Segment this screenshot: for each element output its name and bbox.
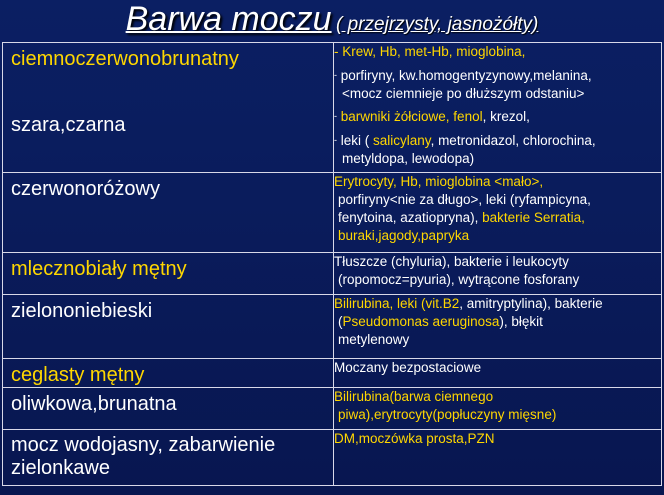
- table-row: [3, 43, 662, 173]
- color-name: ciemnoczerwonobrunatny: [11, 48, 239, 70]
- cause-text: fenytoina, azatiopryna),: [338, 210, 483, 225]
- cause-text: bakterie Serratia,: [482, 210, 585, 225]
- cause-text: salicylany: [373, 133, 431, 148]
- bullet-dash: -: [334, 135, 337, 145]
- table-row: [3, 253, 662, 295]
- slide-title: [0, 0, 664, 40]
- cause-line: Bilirubina(barwa ciemnego: [334, 389, 494, 404]
- color-name: [3, 430, 333, 480]
- cause-text: barwniki żółciowe, fenol: [340, 109, 483, 124]
- cause-line: metyldopa, lewodopa): [342, 151, 475, 166]
- cause-line: [334, 131, 661, 150]
- table-row: [3, 173, 662, 253]
- cause-line: piwa),erytrocyty(popłuczyny mięsne): [338, 407, 557, 422]
- cause-line: Moczany bezpostaciowe: [334, 360, 482, 375]
- cause-text: , metronidazol, chlorochina,: [430, 133, 596, 148]
- cause-line: [334, 295, 661, 313]
- color-cell: [3, 430, 334, 486]
- table-row: [3, 295, 662, 359]
- cause-cell: [334, 43, 662, 173]
- cause-line: [334, 43, 661, 61]
- cause-cell: [334, 253, 662, 295]
- title-main: Barwa moczu: [125, 0, 332, 38]
- color-cell: [3, 295, 334, 359]
- color-cell: [3, 388, 334, 430]
- cause-text: Bilirubina, leki (vit.B2: [334, 296, 460, 311]
- color-cell: [3, 43, 334, 173]
- color-name: czerwonoróżowy: [11, 178, 160, 200]
- cause-cell: [334, 359, 662, 388]
- cause-line: [334, 107, 661, 126]
- color-name: ceglasty mętny: [11, 364, 145, 386]
- cause-cell: [334, 430, 662, 486]
- urine-color-table: [2, 42, 662, 486]
- cause-line: Tłuszcze (chyluria), bakterie i leukocyty: [334, 254, 569, 269]
- table-row: [3, 359, 662, 388]
- color-cell: [3, 253, 334, 295]
- bullet-dash: -: [334, 111, 337, 121]
- cause-line: (ropomocz=pyuria), wytrącone fosforany: [338, 272, 580, 287]
- cause-line: metylenowy: [338, 332, 410, 347]
- cause-cell: [334, 173, 662, 253]
- cause-text: (: [338, 314, 343, 329]
- cause-line: porfiryny<nie za długo>, leki (ryfampicyna,: [338, 192, 591, 207]
- table-row: [3, 430, 662, 486]
- cause-cell: [334, 295, 662, 359]
- bullet-dash: -: [334, 44, 339, 59]
- cause-line: DM,moczówka prosta,PZN: [334, 431, 495, 446]
- cause-line: [334, 209, 661, 227]
- color-cell: [3, 173, 334, 253]
- cause-cell: [334, 388, 662, 430]
- cause-line: Erytrocyty, Hb, mioglobina <mało>,: [334, 174, 544, 189]
- color-cell: [3, 359, 334, 388]
- cause-text: porfiryny, kw.homogentyzynowy,melanina,: [340, 68, 592, 83]
- cause-text: Pseudomonas aeruginosa: [342, 314, 500, 329]
- color-name-line: mocz wodojasny, zabarwienie: [11, 434, 276, 456]
- cause-line: [334, 313, 661, 331]
- table-row: [3, 388, 662, 430]
- cause-text: ), błękit: [499, 314, 543, 329]
- color-name: mlecznobiały mętny: [11, 258, 187, 280]
- cause-line: [334, 66, 661, 85]
- bullet-dash: -: [334, 70, 337, 80]
- color-name: zielononiebieski: [11, 300, 153, 322]
- cause-text: , amitryptylina), bakterie: [459, 296, 603, 311]
- cause-text: , krezol,: [482, 109, 530, 124]
- color-name: oliwkowa,brunatna: [11, 393, 177, 415]
- title-subtitle: ( przejrzysty, jasnożółty): [336, 14, 539, 35]
- color-name-line: zielonkawe: [11, 457, 110, 479]
- cause-line: <mocz ciemnieje po dłuższym odstaniu>: [342, 86, 585, 101]
- cause-line: buraki,jagody,papryka: [338, 228, 470, 243]
- cause-text: Krew, Hb, met-Hb, mioglobina,: [342, 44, 526, 59]
- cause-text: leki (: [340, 133, 374, 148]
- color-name: szara,czarna: [11, 114, 126, 136]
